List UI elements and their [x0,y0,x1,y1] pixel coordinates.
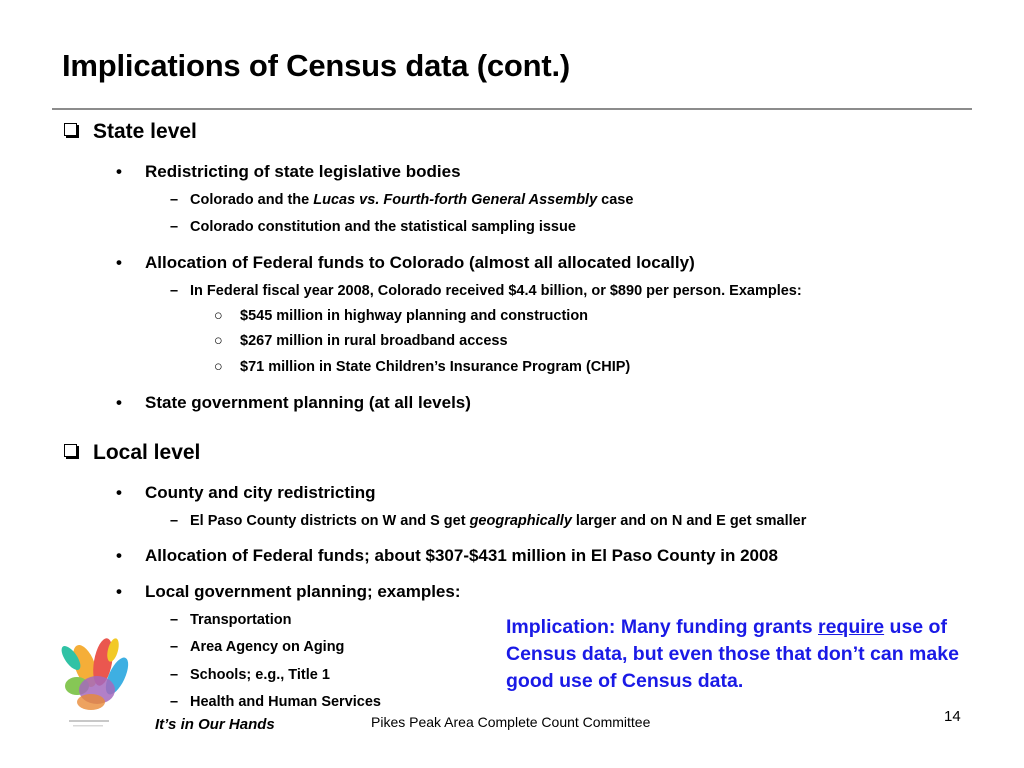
state-planning-item: • State government planning (at all levels) [116,393,471,412]
bullet-icon: • [116,162,122,181]
constitution-item: – Colorado constitution and the statistical sampling issue [170,219,576,235]
page-number: 14 [944,708,961,725]
circle-bullet-icon: ○ [214,333,223,349]
fiscal-year-item: – In Federal fiscal year 2008, Colorado received $4.4 billion, or $890 per person. Examples: [170,283,802,299]
dash-icon: – [170,612,179,628]
local-allocation-item: • Allocation of Federal funds; about $307-$431 million in El Paso County in 2008 [116,546,778,565]
bullet-icon: • [116,483,122,502]
dash-icon: – [170,283,179,299]
bullet-icon: • [116,546,122,565]
bullet-icon: • [116,253,122,272]
local-example-item: – Area Agency on Aging [170,639,345,655]
state-example-item: ○ $267 million in rural broadband access [214,333,508,349]
dash-icon: – [170,667,179,683]
local-example-item: – Schools; e.g., Title 1 [170,667,330,683]
implication-callout: Implication: Many funding grants require use of Census data, but even those that don’t can make good use of Census data. [506,616,959,692]
local-example-item: – Health and Human Services [170,694,381,710]
state-example-item: ○ $545 million in highway planning and construction [214,308,589,324]
bullet-icon: • [116,393,122,412]
local-redistricting-item: • County and city redistricting [116,483,376,502]
slide-title: Implications of Census data (cont.) [62,48,570,83]
checkbox-bullet-icon [64,444,77,457]
dash-icon: – [170,192,179,208]
bullet-icon: • [116,582,122,601]
el-paso-districts-item: – El Paso County districts on W and S get geographically larger and on N and E get smaller [170,513,807,529]
state-allocation-item: • Allocation of Federal funds to Colorado (almost all allocated locally) [116,253,695,272]
checkbox-bullet-icon [64,123,77,136]
dash-icon: – [170,694,179,710]
colorful-hands-logo-icon [55,628,139,732]
title-divider [52,108,972,110]
circle-bullet-icon: ○ [214,359,223,375]
dash-icon: – [170,639,179,655]
state-level-heading: State level [64,120,197,144]
dash-icon: – [170,513,179,529]
tagline: It’s in Our Hands [155,716,275,733]
circle-bullet-icon: ○ [214,308,223,324]
footer-committee: Pikes Peak Area Complete Count Committee [371,714,651,730]
state-redistricting-item: • Redistricting of state legislative bodies [116,162,461,181]
dash-icon: – [170,219,179,235]
local-planning-item: • Local government planning; examples: [116,582,461,601]
local-level-heading: Local level [64,441,200,465]
lucas-case-item: – Colorado and the Lucas vs. Fourth-forth General Assembly case [170,192,634,208]
local-example-item: – Transportation [170,612,292,628]
state-example-item: ○ $71 million in State Children’s Insurance Program (CHIP) [214,359,631,375]
